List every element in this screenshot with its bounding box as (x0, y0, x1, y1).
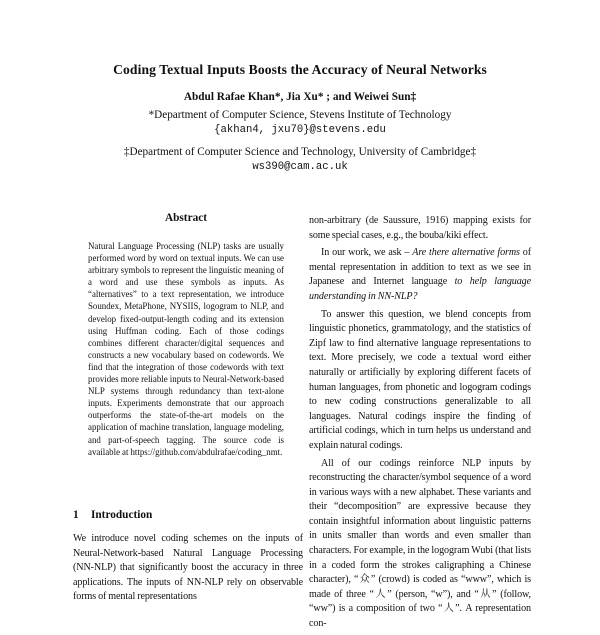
abstract-heading: Abstract (164, 212, 208, 224)
email-cambridge: ws390@cam.ac.uk (252, 161, 348, 173)
paragraph-codings: All of our codings reinforce NLP inputs by reconstructing the character/symbol sequence of a word in various ways with a new alphabet. These variants and their “decomposition” are expressive because they contain insightful information about linguistic patterns in units smaller than words and even smaller than characters. For example, in the logogram Wubi (that lists in a coded form the strokes caligraphing a Chinese character), “众” (crowd) is coded as “www”, which is made of three “人” (person, “w”), and “从” (follow, “ww”) is a composition of two “人”. A representation con- (309, 457, 531, 630)
email-stevens: {akhan4, jxu70}@stevens.edu (214, 124, 386, 136)
section-heading-introduction (73, 509, 303, 521)
question-lead: In our work, we ask – (321, 247, 413, 259)
section-title: Introduction (91, 509, 153, 521)
question-italic-1: Are there alternative forms (412, 247, 520, 259)
affiliation-stevens: *Department of Computer Science, Stevens Institute of Technology (148, 109, 452, 121)
question-middle: of mental representation in addition to text as we see in Japanese and Internet language (309, 247, 531, 288)
paragraph-approach: To answer this question, we blend concepts from linguistic phonetics, grammatology, and the statistics of Zipf law to find alternative language representations to text. More precisely, we code a textual word either naturally or artificially by exploring different facets of human languages, from phonetic and logogram codings to new coding constructions generalizable to all languages. Natural codings inspire the finding of artificial codings, which in turn helps us understand and explain natural codings. (309, 308, 531, 451)
abstract-text: Natural Language Processing (NLP) tasks are usually performed word by word on textual inputs. We can use arbitrary symbols to represent the linguistic meaning of a word and use these symbols as inputs. As “alternatives” to a text representation, we introduce Soundex, MetaPhone, NYSIIS, logogram to NLP, and develop fixed-output-length coding and its extension using Huffman coding. Each of those codings combines different character/digital sequences and constructs a new vocabulary based on codewords. We find that the integration of those codewords with text provides more reliable inputs to Neural-Network-based NLP systems through redundancy than text-alone inputs. Experiments demonstrate that our approach outperforms the state-of-the-art models on the application of machine translation, language modeling, and part-of-speech tagging. The source code is available at https://github.com/abdulrafae/coding_nmt. (88, 241, 284, 457)
section-number: 1 (73, 509, 79, 521)
right-column (309, 214, 531, 635)
paragraph-question (309, 246, 531, 304)
paper-title: Coding Textual Inputs Boosts the Accuracy of Neural Networks (113, 62, 487, 77)
affiliation-cambridge: ‡Department of Computer Science and Technology, University of Cambridge‡ (123, 146, 477, 158)
question-italic-2: to help language understanding in NN-NLP? (309, 276, 531, 302)
paragraph-continuation: non-arbitrary (de Saussure, 1916) mapping exists for some special cases, e.g., the bouba/kiki effect. (309, 215, 531, 241)
paper-authors: Abdul Rafae Khan*, Jia Xu* ; and Weiwei Sun‡ (183, 91, 417, 103)
introduction-text: We introduce novel coding schemes on the inputs of Neural-Network-based Natural Language Processing (NN-NLP) that significantly boost the accuracy in three applications. The inputs of NN-NLP rely on observable forms of mental representations (73, 533, 303, 603)
